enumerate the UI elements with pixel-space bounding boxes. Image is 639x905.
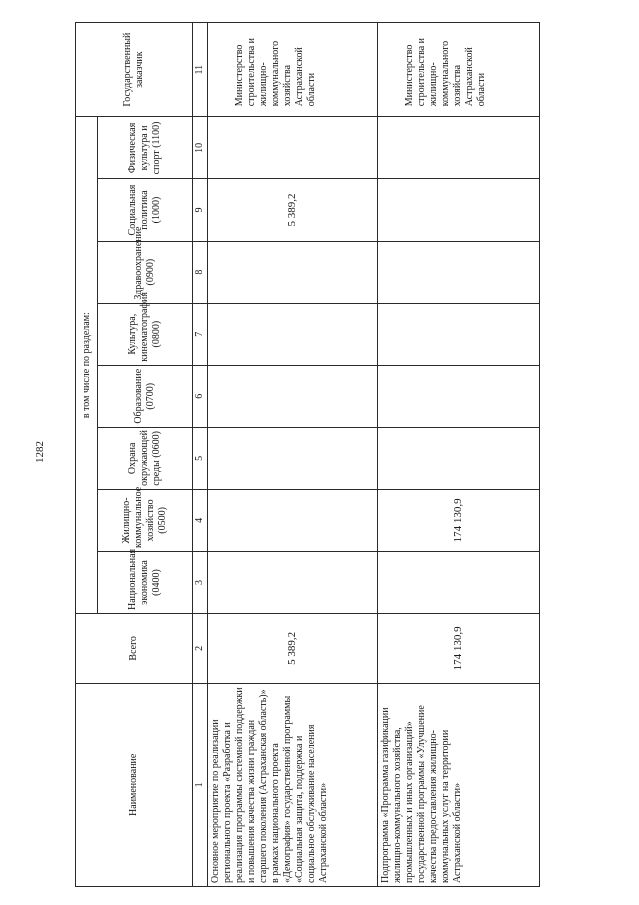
column-number: 2 [193, 614, 208, 684]
row-total: 174 130,9 [378, 614, 540, 684]
header-section-0800: Культура, кинематография (0800) [98, 303, 193, 365]
header-customer: Государственный заказчик [76, 23, 193, 117]
row-value-0600 [208, 427, 378, 489]
column-number: 9 [193, 179, 208, 241]
column-number: 7 [193, 303, 208, 365]
header-section-0400: Национальная экономика (0400) [98, 551, 193, 613]
header-total: Всего [76, 614, 193, 684]
row-value-1000 [378, 179, 540, 241]
row-value-1000: 5 389,2 [208, 179, 378, 241]
row-total: 5 389,2 [208, 614, 378, 684]
header-section-0500: Жилищно-коммунальное хозяйство (0500) [98, 489, 193, 551]
header-section-1000: Социальная политика (1000) [98, 179, 193, 241]
page-number: 1282 [34, 441, 46, 463]
row-value-0400 [208, 551, 378, 613]
column-number: 6 [193, 365, 208, 427]
header-section-0600: Охрана окружающей среды (0600) [98, 427, 193, 489]
column-number: 8 [193, 241, 208, 303]
row-value-0500 [208, 489, 378, 551]
column-numbers-row [193, 23, 208, 887]
row-customer: Министерство строительства и жилищно-коммунального хозяйства Астраханской области [378, 23, 540, 117]
row-customer: Министерство строительства и жилищно-коммунального хозяйства Астраханской области [208, 23, 378, 117]
column-number: 11 [193, 23, 208, 117]
row-value-0900 [378, 241, 540, 303]
row-name: Основное мероприятие по реализации регионального проекта «Разработка и реализация программы системной поддержки и повышения качества жизни граждан старшего поколения (Астраханская область)» в рамках национального проекта «Демография» государственной программы «Социальная защита, поддержка и социальное обслуживание населения Астраханской области» [208, 683, 378, 886]
header-name: Наименование [76, 683, 193, 886]
row-value-0700 [378, 365, 540, 427]
row-value-0400 [378, 551, 540, 613]
row-name: Подпрограмма «Программа газификации жилищно-коммунального хозяйства, промышленных и иных организаций» государственной программы «Улучшение качества предоставления жилищно-коммунальных услуг на территории Астраханской области» [378, 683, 540, 886]
header-including-sections: в том числе по разделам: [76, 117, 98, 614]
row-value-1100 [208, 117, 378, 179]
table-row [378, 23, 540, 887]
header-section-0700: Образование (0700) [98, 365, 193, 427]
column-number: 10 [193, 117, 208, 179]
row-value-0600 [378, 427, 540, 489]
column-number: 5 [193, 427, 208, 489]
row-value-0900 [208, 241, 378, 303]
table-row [208, 23, 378, 887]
rotated-table-container [75, 22, 540, 887]
column-number: 3 [193, 551, 208, 613]
header-section-1100: Физическая культура и спорт (1100) [98, 117, 193, 179]
header-section-0900: Здравоохранение (0900) [98, 241, 193, 303]
column-number: 4 [193, 489, 208, 551]
row-value-0500: 174 130,9 [378, 489, 540, 551]
row-value-0800 [208, 303, 378, 365]
row-value-0800 [378, 303, 540, 365]
budget-table [75, 22, 540, 887]
column-number: 1 [193, 683, 208, 886]
row-value-1100 [378, 117, 540, 179]
row-value-0700 [208, 365, 378, 427]
